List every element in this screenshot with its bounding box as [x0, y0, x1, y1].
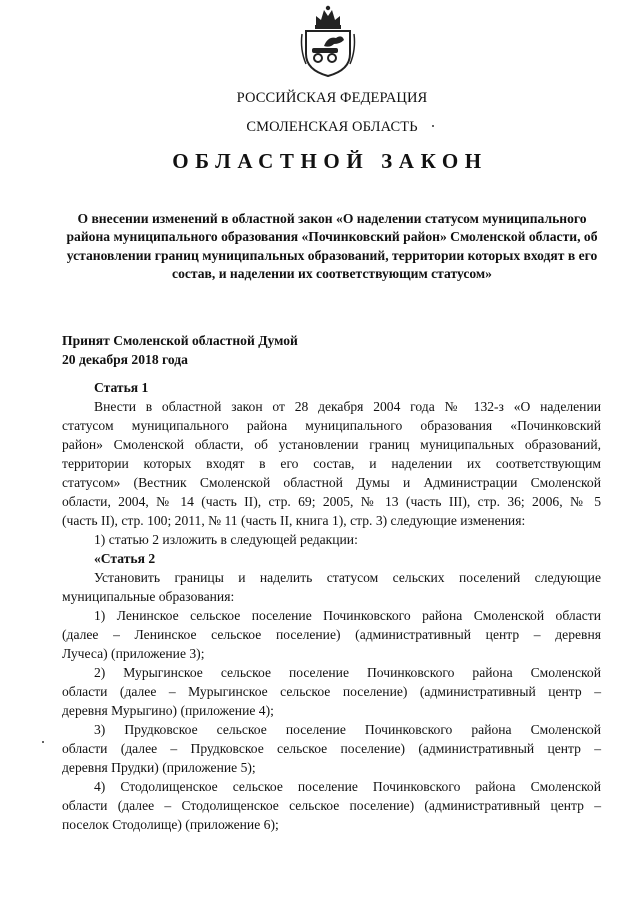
settlement-item-line: деревня Мурыгино) (приложение 4);	[62, 703, 274, 718]
article-1-line: статусом муниципального района муниципального образования «Починковский	[62, 418, 601, 433]
adopted-date: 20 декабря 2018 года	[62, 352, 188, 367]
article-2-intro-line: Установить границы и наделить статусом сельских поселений следующие	[94, 570, 601, 585]
country-heading: РОССИЙСКАЯ ФЕДЕРАЦИЯ	[236, 90, 428, 106]
settlement-item-line: Лучеса) (приложение 3);	[62, 646, 205, 661]
settlement-item-line: 4) Стодолищенское сельское поселение Починковского района Смоленской	[94, 779, 601, 794]
article-1-heading: Статья 1	[94, 380, 149, 395]
article-1-line: территории которых входят в его состав, и наделении их соответствующим	[62, 456, 601, 471]
document-title: ОБЛАСТНОЙ ЗАКОН	[172, 149, 488, 173]
settlement-item-line: 2) Мурыгинское сельское поселение Починковского района Смоленской	[94, 665, 601, 680]
settlement-item-line: деревня Прудки) (приложение 5);	[62, 760, 256, 775]
article-1-line: области, 2004, № 14 (часть II), стр. 69; 2005, № 13 (часть III), стр. 36; 2006, № 5	[62, 494, 601, 509]
settlement-item-line: области (далее – Мурыгинское сельское поселение) (административный центр –	[62, 684, 601, 699]
article-1-line: (часть II), стр. 100; 2011, № 11 (часть II, книга 1), стр. 3) следующие изменения:	[62, 513, 526, 528]
article-1-line: статусом» (Вестник Смоленской областной Думы и Администрации Смоленской	[62, 475, 601, 490]
settlement-item-line: 1) Ленинское сельское поселение Починковского района Смоленской области	[94, 608, 601, 623]
adopted-by: Принят Смоленской областной Думой	[62, 333, 298, 348]
law-subject: О внесении изменений в областной закон «О наделении статусом муниципального района муниципального образования «Починковский район» Смоленской области, об установлении границ муниципальных образований, территории которых входят в его состав, и наделении их соответствующим статусом»	[66, 211, 598, 281]
article-1-line: Внести в областной закон от 28 декабря 2004 года № 132-з «О наделении	[94, 399, 601, 414]
settlement-item-line: (далее – Ленинское сельское поселение) (административный центр – деревня	[62, 627, 601, 642]
region-heading: СМОЛЕНСКАЯ ОБЛАСТЬ	[246, 119, 418, 135]
settlement-item-line: поселок Стодолище) (приложение 6);	[62, 817, 279, 832]
settlement-item-line: области (далее – Стодолищенское сельское поселение) (административный центр –	[62, 798, 601, 813]
scan-speck	[42, 741, 44, 743]
article-2-heading: «Статья 2	[94, 551, 156, 566]
settlement-item-line: 3) Прудковское сельское поселение Починковского района Смоленской	[94, 722, 601, 737]
scan-speck	[432, 125, 434, 127]
settlement-item-line: области (далее – Прудковское сельское поселение) (административный центр –	[62, 741, 601, 756]
smolensk-coat-of-arms-icon	[298, 4, 358, 78]
article-2-intro-line: муниципальные образования:	[62, 589, 235, 604]
article-1-item: 1) статью 2 изложить в следующей редакции:	[94, 532, 358, 547]
article-1-line: район» Смоленской области, об установлении границ муниципальных образований,	[62, 437, 601, 452]
